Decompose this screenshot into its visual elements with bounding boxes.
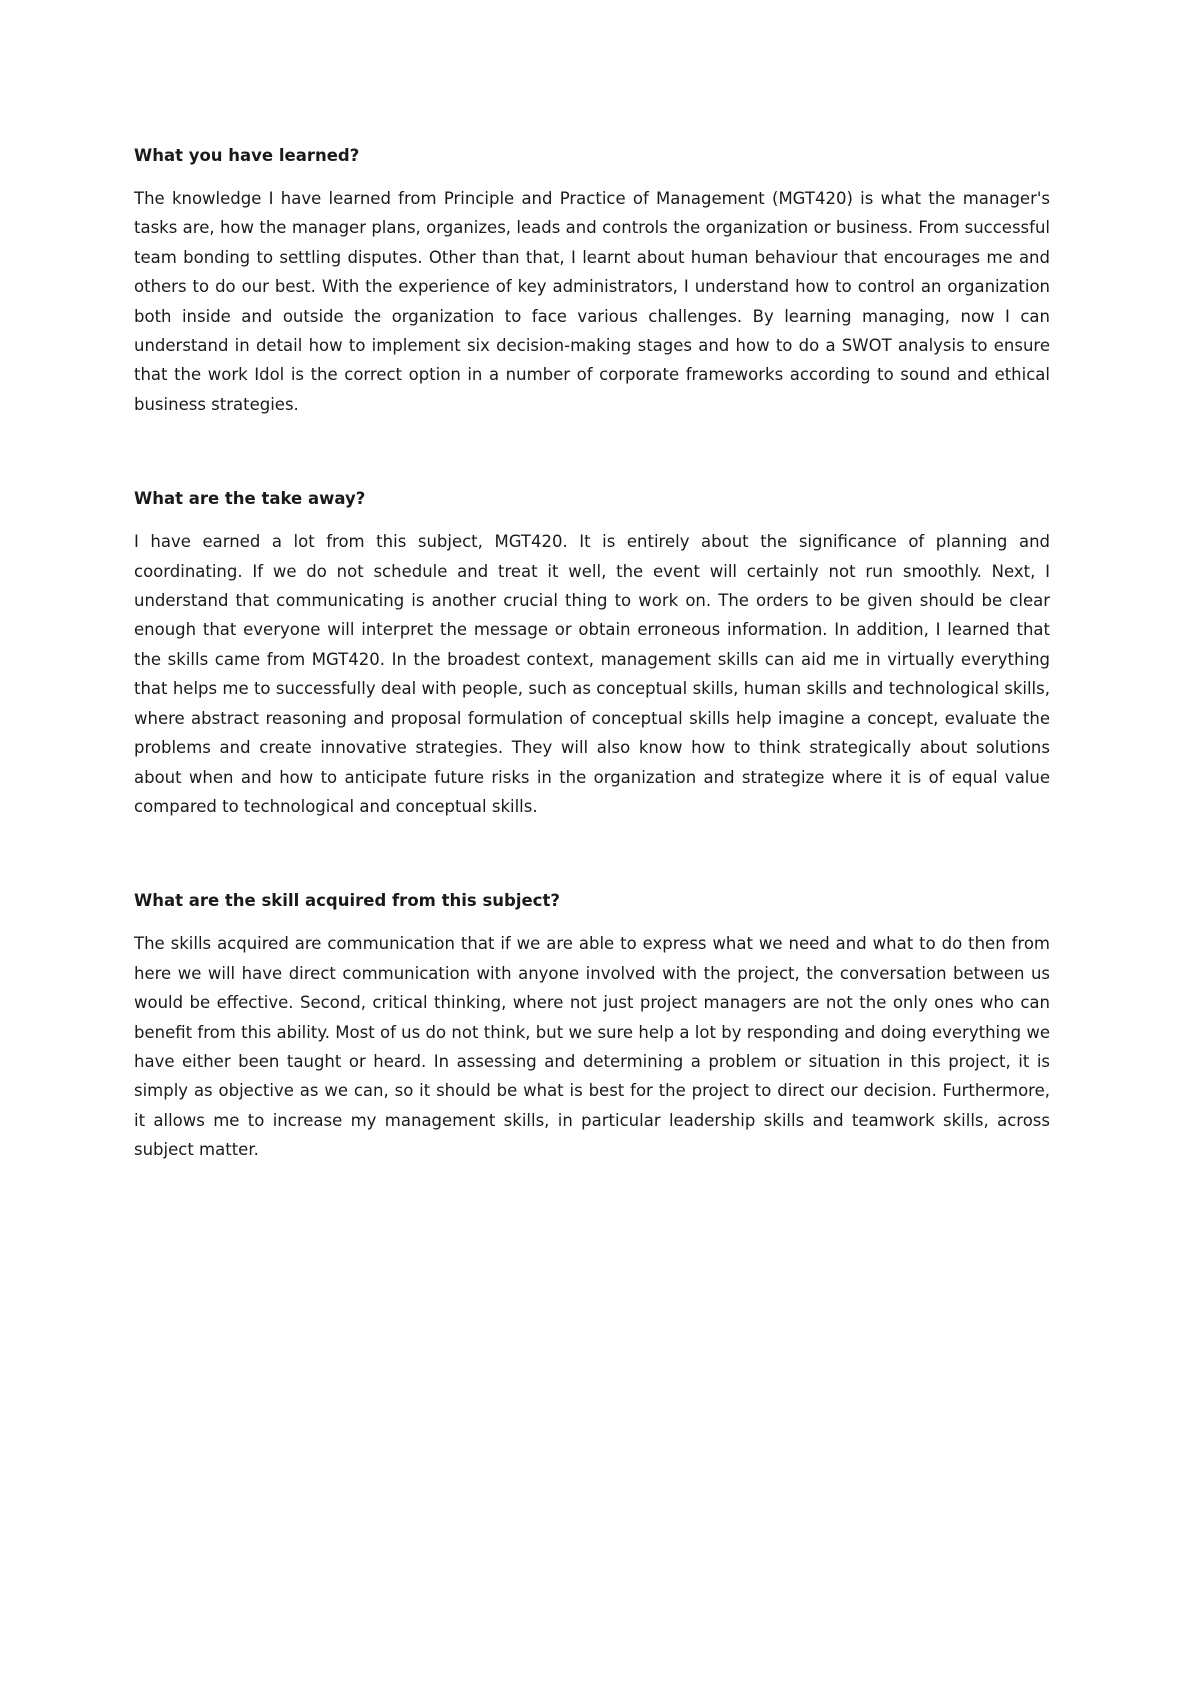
section-heading: What you have learned? [134, 146, 360, 165]
section-paragraph: The knowledge I have learned from Principle and Practice of Management (MGT420) is what the manager's tasks are, how the manager plans, organizes, leads and controls the organization or business. From successful team bonding to settling disputes. Other than that, I learnt about human behaviour that encourages me and others to do our best. With the experience of key administrators, I understand how to control an organization both inside and outside the organization to face various challenges. By learning managing, now I can understand in detail how to implement six decision-making stages and how to do a SWOT analysis to ensure that the work Idol is the correct option in a number of corporate frameworks according to sound and ethical business strategies. [134, 189, 1050, 414]
section-skills [134, 891, 1050, 1164]
section-heading: What are the take away? [134, 489, 366, 509]
section-paragraph: I have earned a lot from this subject, MGT420. It is entirely about the significance of planning and coordinating. If we do not schedule and treat it well, the event will certainly not run smoothly. Next, I understand that communicating is another crucial thing to work on. The orders to be given should be clear enough that everyone will interpret the message or obtain erroneous information. In addition, I learned that the skills came from MGT420. In the broadest context, management skills can aid me in virtually everything that helps me to successfully deal with people, such as conceptual skills, human skills and technological skills, where abstract reasoning and proposal formulation of conceptual skills help imagine a concept, evaluate the problems and create innovative strategies. They will also know how to think strategically about solutions about when and how to anticipate future risks in the organization and strategize where it is of equal value compared to technological and conceptual skills. [134, 532, 1050, 816]
section-heading: What are the skill acquired from this subject? [134, 891, 560, 911]
section-paragraph: The skills acquired are communication that if we are able to express what we need and what to do then from here we will have direct communication with anyone involved with the project, the conversation between us would be effective. Second, critical thinking, where not just project managers are not the only ones who can benefit from this ability. Most of us do not think, but we sure help a lot by responding and doing everything we have either been taught or heard. In assessing and determining a problem or situation in this project, it is simply as objective as we can, so it should be what is best for the project to direct our decision. Furthermore, it allows me to increase my management skills, in particular leadership skills and teamwork skills, across subject matter. [134, 934, 1050, 1160]
section-takeaway [134, 489, 1050, 821]
section-learned [134, 146, 1050, 419]
